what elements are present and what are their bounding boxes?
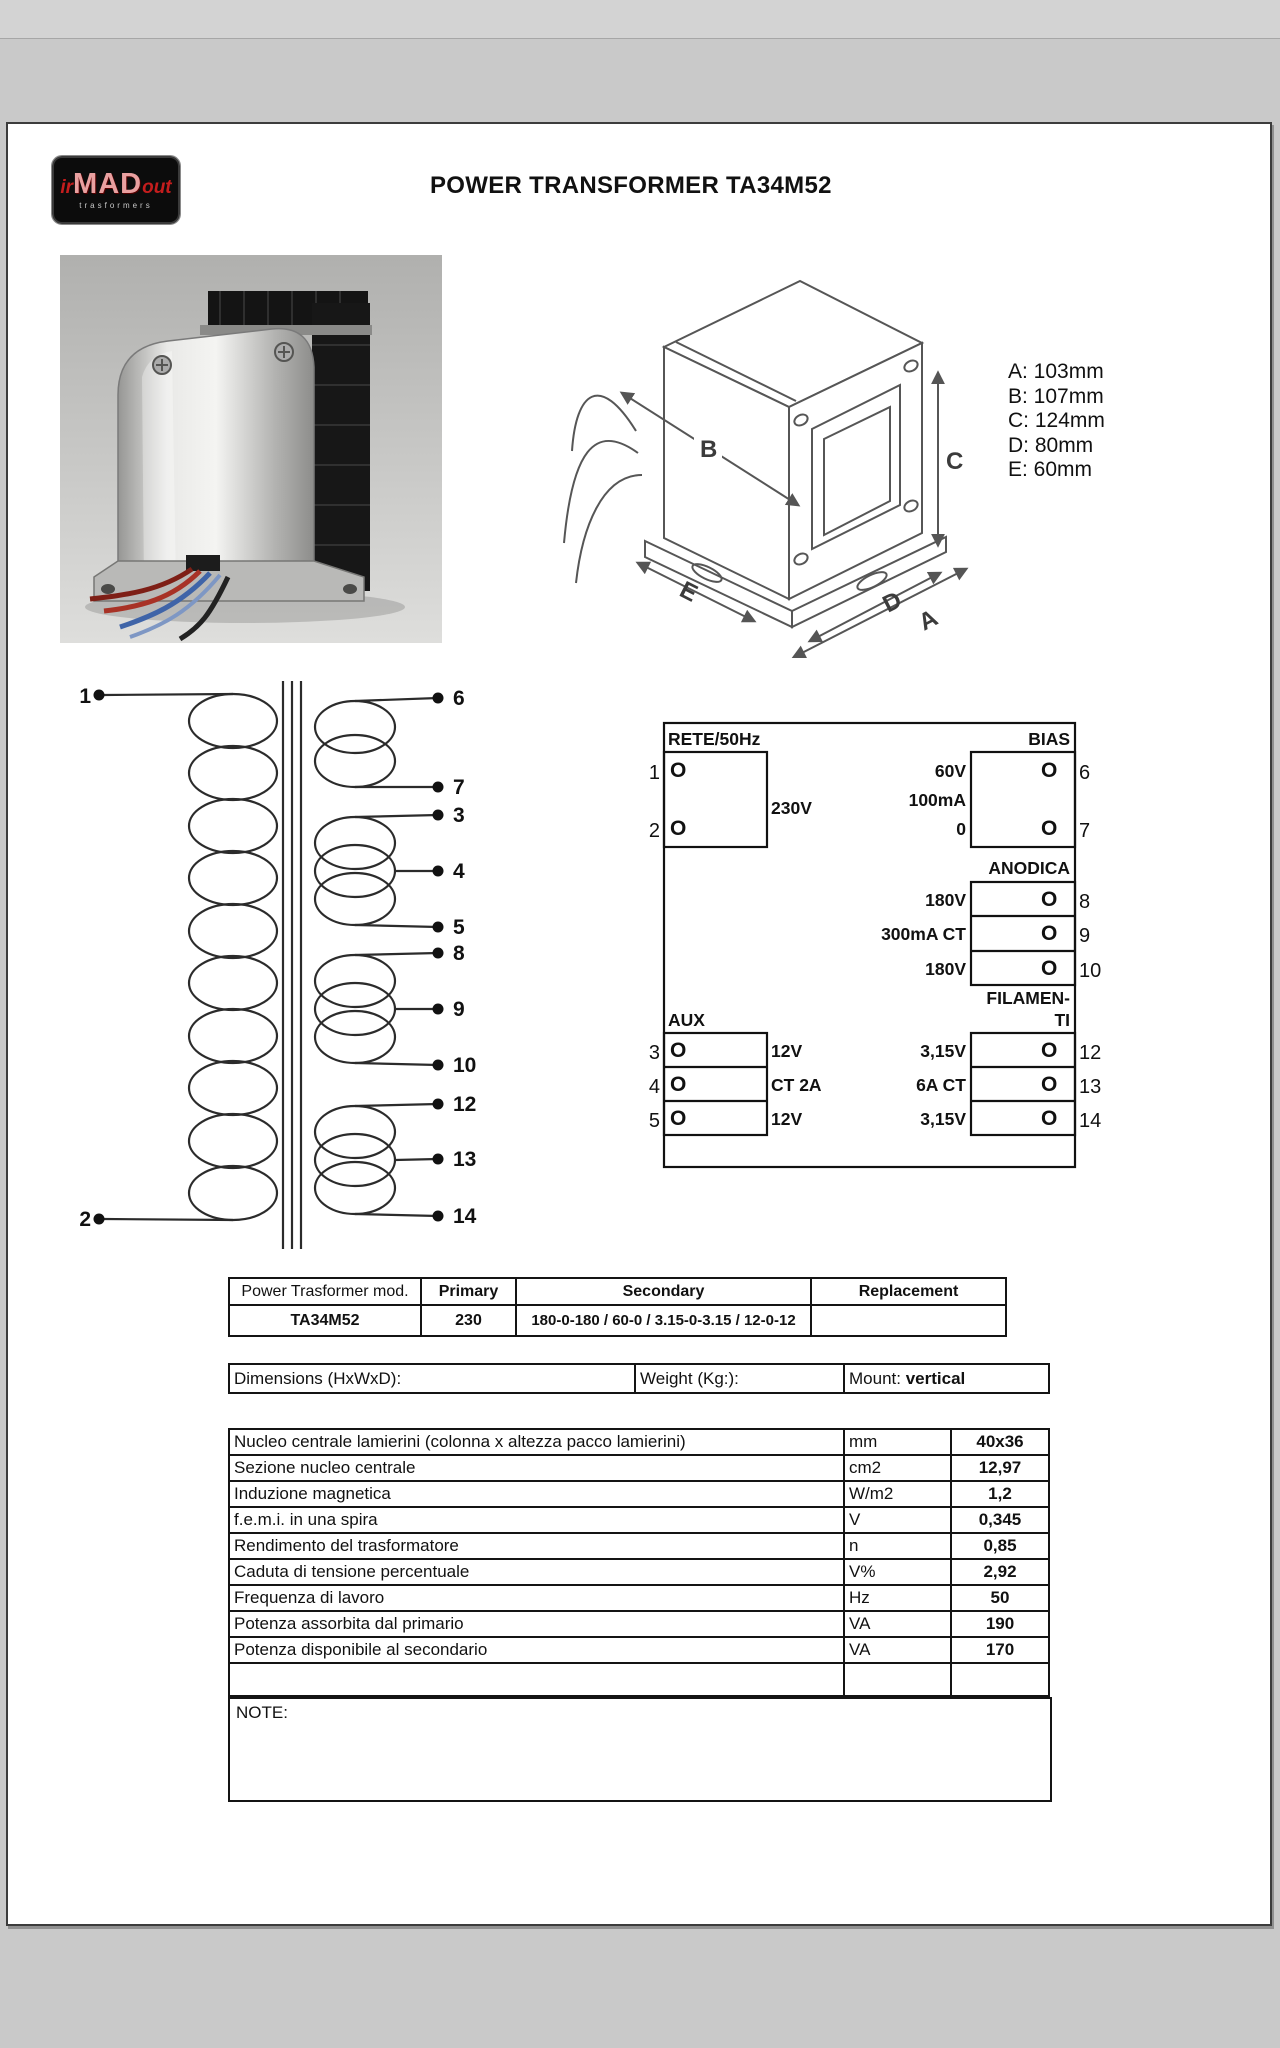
spec-unit: VA [844,1611,951,1637]
mount-cell [844,1364,1049,1393]
model-value: TA34M52 [229,1305,421,1336]
spec-row [229,1533,1049,1559]
terminal-number: 14 [1079,1110,1102,1132]
anodica-header: ANODICA [988,858,1070,878]
terminal-symbol: O [670,817,687,840]
terminal-symbol: O [670,1039,687,1062]
primary-value: 230 [421,1305,516,1336]
pin-label: 6 [453,687,465,710]
spec-label: Frequenza di lavoro [229,1585,844,1611]
anodica-box [971,882,1075,985]
rete-header: RETE/50Hz [668,729,761,749]
terminal-symbol: O [670,1107,687,1130]
spec-row [229,1455,1049,1481]
note-box [228,1697,1052,1802]
mount-value: vertical [905,1368,966,1388]
pin-label: 10 [453,1054,477,1077]
aux-header: AUX [668,1010,705,1030]
spec-row [229,1585,1049,1611]
terminal-number: 3 [648,1042,660,1064]
winding-schematic [55,675,495,1255]
dimension-item: C: 124mm [1008,409,1105,432]
anodica-label: 180V [925,959,966,979]
spec-unit: V% [844,1559,951,1585]
spec-label: Nucleo centrale lamierini (colonna x altezza pacco lamierini) [229,1429,844,1455]
terminal-number: 10 [1079,960,1102,982]
logo-suffix: out [142,177,172,198]
spec-label: Rendimento del trasformatore [229,1533,844,1559]
spec-value: 50 [951,1585,1049,1611]
secondary-value: 180-0-180 / 60-0 / 3.15-0-3.15 / 12-0-12 [516,1305,811,1336]
dimension-item: A: 103mm [1008,360,1104,383]
pin-label: 3 [453,804,465,827]
terminal-symbol: O [1041,759,1058,782]
spec-unit: W/m2 [844,1481,951,1507]
pin-label: 8 [453,942,465,965]
secondary-col-header: Secondary [516,1278,811,1305]
terminal-symbol: O [1041,888,1058,911]
spec-row [229,1559,1049,1585]
dim-label-e: E [675,576,702,608]
dimension-item: B: 107mm [1008,384,1104,408]
transformer-photo [60,255,442,643]
pin-label: 2 [79,1208,91,1231]
terminal-symbol: O [1041,957,1058,980]
spec-label: Caduta di tensione percentuale [229,1559,844,1585]
aux-label: 12V [771,1041,803,1061]
bias-label: 0 [956,819,966,839]
flange-hole-left [101,584,115,594]
note-label: NOTE: [236,1703,288,1722]
filamenti-header-line2: TI [1054,1010,1070,1030]
spec-label: Potenza disponibile al secondario [229,1637,844,1663]
overall-dimensions-list [1008,360,1105,483]
drawing-wires [564,396,642,583]
spec-unit: V [844,1507,951,1533]
pin-label: 12 [453,1093,477,1116]
technical-drawing [542,243,1004,658]
aux-label: CT 2A [771,1075,822,1095]
model-table-header-row [229,1278,1006,1305]
spec-value-empty [951,1663,1049,1696]
terminal-symbol: O [1041,1073,1058,1096]
aux-label: 12V [771,1109,803,1129]
spec-row [229,1637,1049,1663]
spec-row [229,1507,1049,1533]
filamenti-label: 3,15V [920,1041,966,1061]
terminal-number: 13 [1079,1076,1102,1098]
weight-label: Weight (Kg:): [635,1364,844,1393]
spec-value: 12,97 [951,1455,1049,1481]
logo-prefix: ir [60,177,74,198]
page-title: POWER TRANSFORMER TA34M52 [430,172,832,199]
spec-row [229,1481,1049,1507]
drawing-body [645,281,946,627]
cover-highlight [142,351,176,587]
model-table-data-row [229,1305,1006,1336]
spec-row [229,1429,1049,1455]
spec-table [228,1428,1050,1697]
spec-label: Sezione nucleo centrale [229,1455,844,1481]
bias-label: 100mA [908,790,966,810]
mount-label: Mount: [849,1368,901,1388]
secondary-coils [315,698,438,1216]
spec-value: 170 [951,1637,1049,1663]
bias-label: 60V [934,761,966,781]
spec-label: f.e.m.i. in una spira [229,1507,844,1533]
spec-value: 40x36 [951,1429,1049,1455]
spec-unit: VA [844,1637,951,1663]
spec-label-empty [229,1663,844,1696]
spec-empty-row [229,1663,1049,1696]
anodica-label: 180V [925,890,966,910]
info-bar-row [229,1364,1049,1393]
filamenti-label: 3,15V [920,1109,966,1129]
spec-unit: cm2 [844,1455,951,1481]
terminal-symbol: O [1041,1107,1058,1130]
primary-coil [104,694,277,1220]
spec-value: 190 [951,1611,1049,1637]
dim-label-b: B [700,436,718,463]
spec-unit: n [844,1533,951,1559]
pin-label: 5 [453,916,465,939]
terminal-number: 8 [1079,891,1091,913]
terminal-symbol: O [1041,817,1058,840]
brand-logo [52,156,180,224]
connection-diagram [645,715,1105,1175]
dimension-item: E: 60mm [1008,458,1093,481]
terminal-symbol: O [670,1073,687,1096]
primary-voltage-label: 230V [771,798,812,818]
spec-label: Induzione magnetica [229,1481,844,1507]
pin-label: 14 [453,1205,477,1228]
terminal-number: 12 [1079,1042,1102,1064]
filamenti-header-line1: FILAMEN- [986,988,1070,1008]
pin-label: 1 [79,685,91,708]
terminal-number: 9 [1079,925,1091,947]
bias-header: BIAS [1028,729,1070,749]
replacement-col-header: Replacement [811,1278,1006,1305]
spec-value: 0,85 [951,1533,1049,1559]
terminal-number: 2 [648,820,660,842]
core-lines [283,681,301,1249]
spec-value: 1,2 [951,1481,1049,1507]
logo-mid: MAD [73,168,143,200]
terminal-symbol: O [670,759,687,782]
dimension-item: D: 80mm [1008,433,1094,457]
logo-subtitle: trasformers [79,201,153,210]
bias-box [971,752,1075,847]
terminal-number: 7 [1079,820,1091,842]
model-table [228,1277,1007,1337]
spec-unit-empty [844,1663,951,1696]
spec-value: 0,345 [951,1507,1049,1533]
spec-row [229,1611,1049,1637]
info-bar [228,1363,1050,1394]
terminal-number: 5 [648,1110,660,1132]
terminal-number: 6 [1079,762,1091,784]
dim-label-c: C [946,448,964,475]
pin-label: 7 [453,776,465,799]
spec-unit: mm [844,1429,951,1455]
dim-label-a: A [914,604,943,637]
primary-col-header: Primary [421,1278,516,1305]
dimensions-label: Dimensions (HxWxD): [229,1364,635,1393]
brand-logo-wordmark [60,170,171,199]
spec-value: 2,92 [951,1559,1049,1585]
model-col-header: Power Trasformer mod. [229,1278,421,1305]
filamenti-box [971,1033,1075,1135]
terminal-number: 4 [648,1076,660,1098]
dim-label-d: D [878,586,907,619]
spec-unit: Hz [844,1585,951,1611]
pin-label: 9 [453,998,465,1021]
pin-label: 13 [453,1148,477,1171]
filamenti-label: 6A CT [916,1075,966,1095]
window-top-strip [0,0,1280,39]
terminal-symbol: O [1041,1039,1058,1062]
spec-label: Potenza assorbita dal primario [229,1611,844,1637]
terminal-symbol: O [1041,922,1058,945]
pin-label: 4 [453,860,465,883]
replacement-value [811,1305,1006,1336]
anodica-label: 300mA CT [881,924,966,944]
terminal-number: 1 [648,762,660,784]
flange-hole-right [343,584,357,594]
